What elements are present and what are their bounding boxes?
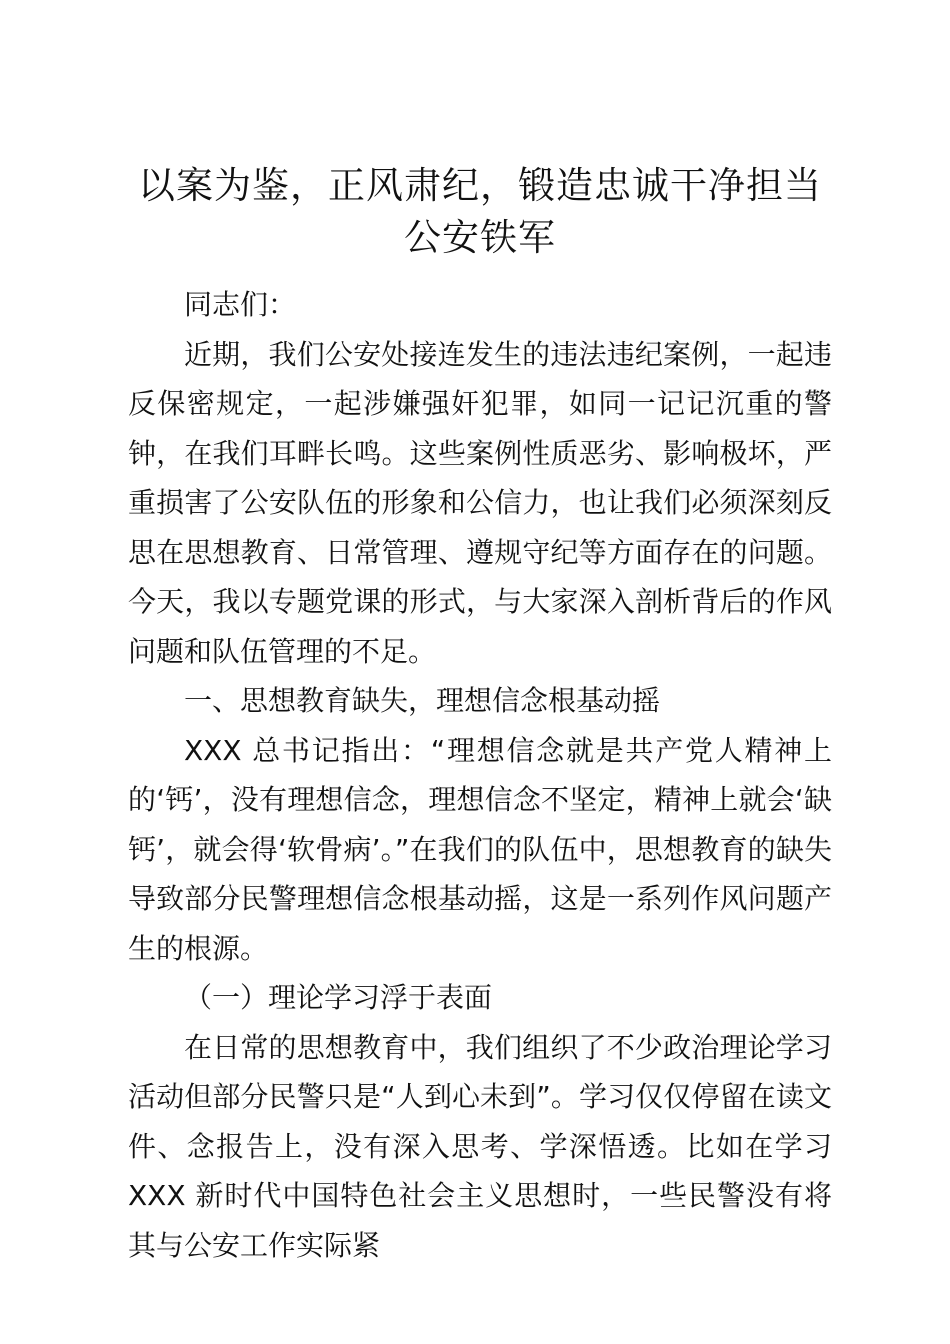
paragraph-intro: 近期，我们公安处接连发生的违法违纪案例，一起违反保密规定，一起涉嫌强奸犯罪，如同一记记沉重的警钟，在我们耳畔长鸣。这些案例性质恶劣、影响极坏，严重损害了公安队伍的形象和公信力，也让我们必须深刻反思在思想教育、日常管理、遵规守纪等方面存在的问题。今天，我以专题党课的形式，与大家深入剖析背后的作风问题和队伍管理的不足。 [128, 337, 832, 668]
document-body [128, 280, 832, 1270]
salutation: 同志们： [184, 288, 297, 321]
document-title: 以案为鉴，正风肃纪，锻造忠诚干净担当公安铁军 [138, 164, 822, 259]
paragraph-study: 在日常的思想教育中，我们组织了不少政治理论学习活动但部分民警只是“人到心未到”。学习仅仅停留在读文件、念报告上，没有深入思考、学深悟透。比如在学习 XXX 新时代中国特色社会主义思想时，一些民警没有将其与公安工作实际紧 [128, 1030, 832, 1262]
subsection-heading-1: （一）理论学习浮于表面 [184, 981, 493, 1014]
section-heading-1: 一、思想教育缺失，理想信念根基动摇 [184, 684, 661, 717]
paragraph-quote: XXX 总书记指出：“理想信念就是共产党人精神上的‘钙’，没有理想信念，理想信念不坚定，精神上就会‘缺钙’，就会得‘软骨病’。”在我们的队伍中，思想教育的缺失导致部分民警理想信念根基动摇，这是一系列作风问题产生的根源。 [128, 733, 832, 965]
